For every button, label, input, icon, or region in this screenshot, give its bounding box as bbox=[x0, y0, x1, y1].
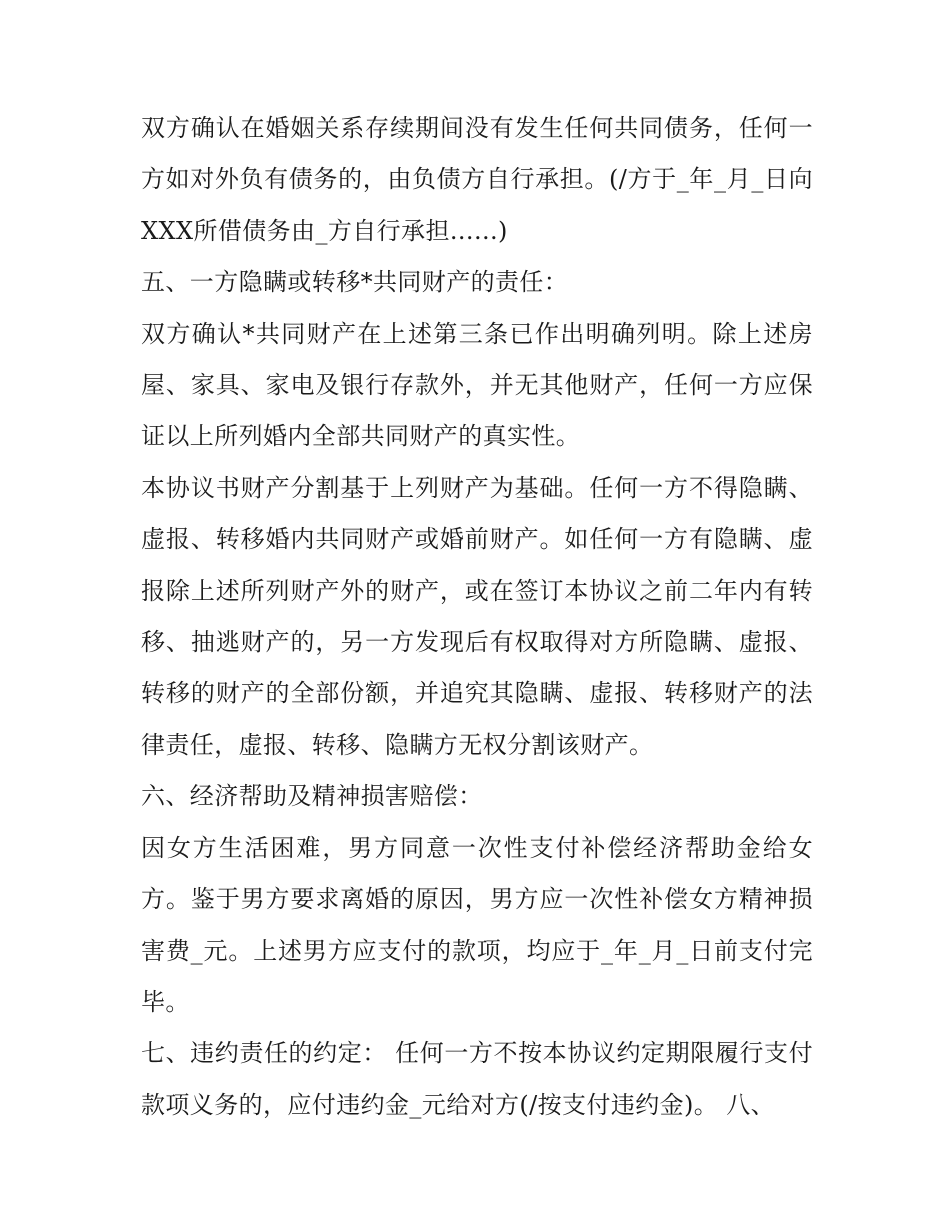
paragraph-property-division: 本协议书财产分割基于上列财产为基础。任何一方不得隐瞒、虚报、转移婚内共同财产或婚前财产。如任何一方有隐瞒、虚报除上述所列财产外的财产，或在签订本协议之前二年内有转移、抽逃财产的，另一方发现后有权取得对方所隐瞒、虚报、转移的财产的全部份额，并追究其隐瞒、虚报、转移财产的法律责任，虚报、转移、隐瞒方无权分割该财产。 bbox=[141, 473, 813, 759]
paragraph-compensation: 因女方生活困难，男方同意一次性支付补偿经济帮助金给女方。鉴于男方要求离婚的原因，男方应一次性补偿女方精神损害费_元。上述男方应支付的款项，均应于_年_月_日前支付完毕。 bbox=[141, 833, 813, 1016]
section-heading-5: 五、一方隐瞒或转移*共同财产的责任： bbox=[141, 268, 569, 297]
document-body bbox=[141, 103, 813, 1131]
paragraph-debt-confirmation: 双方确认在婚姻关系存续期间没有发生任何共同债务，任何一方如对外负有债务的，由负债方自行承担。(/方于_年_月_日向XXX所借债务由_方自行承担......) bbox=[141, 114, 813, 245]
paragraph-breach-liability: 七、违约责任的约定： 任何一方不按本协议约定期限履行支付款项义务的，应付违约金_元给对方(/按支付违约金)。 八、 bbox=[141, 1039, 813, 1119]
section-heading-6: 六、经济帮助及精神损害赔偿： bbox=[141, 782, 483, 811]
paragraph-property-confirmation: 双方确认*共同财产在上述第三条已作出明确列明。除上述房屋、家具、家电及银行存款外，并无其他财产，任何一方应保证以上所列婚内全部共同财产的真实性。 bbox=[141, 319, 813, 451]
